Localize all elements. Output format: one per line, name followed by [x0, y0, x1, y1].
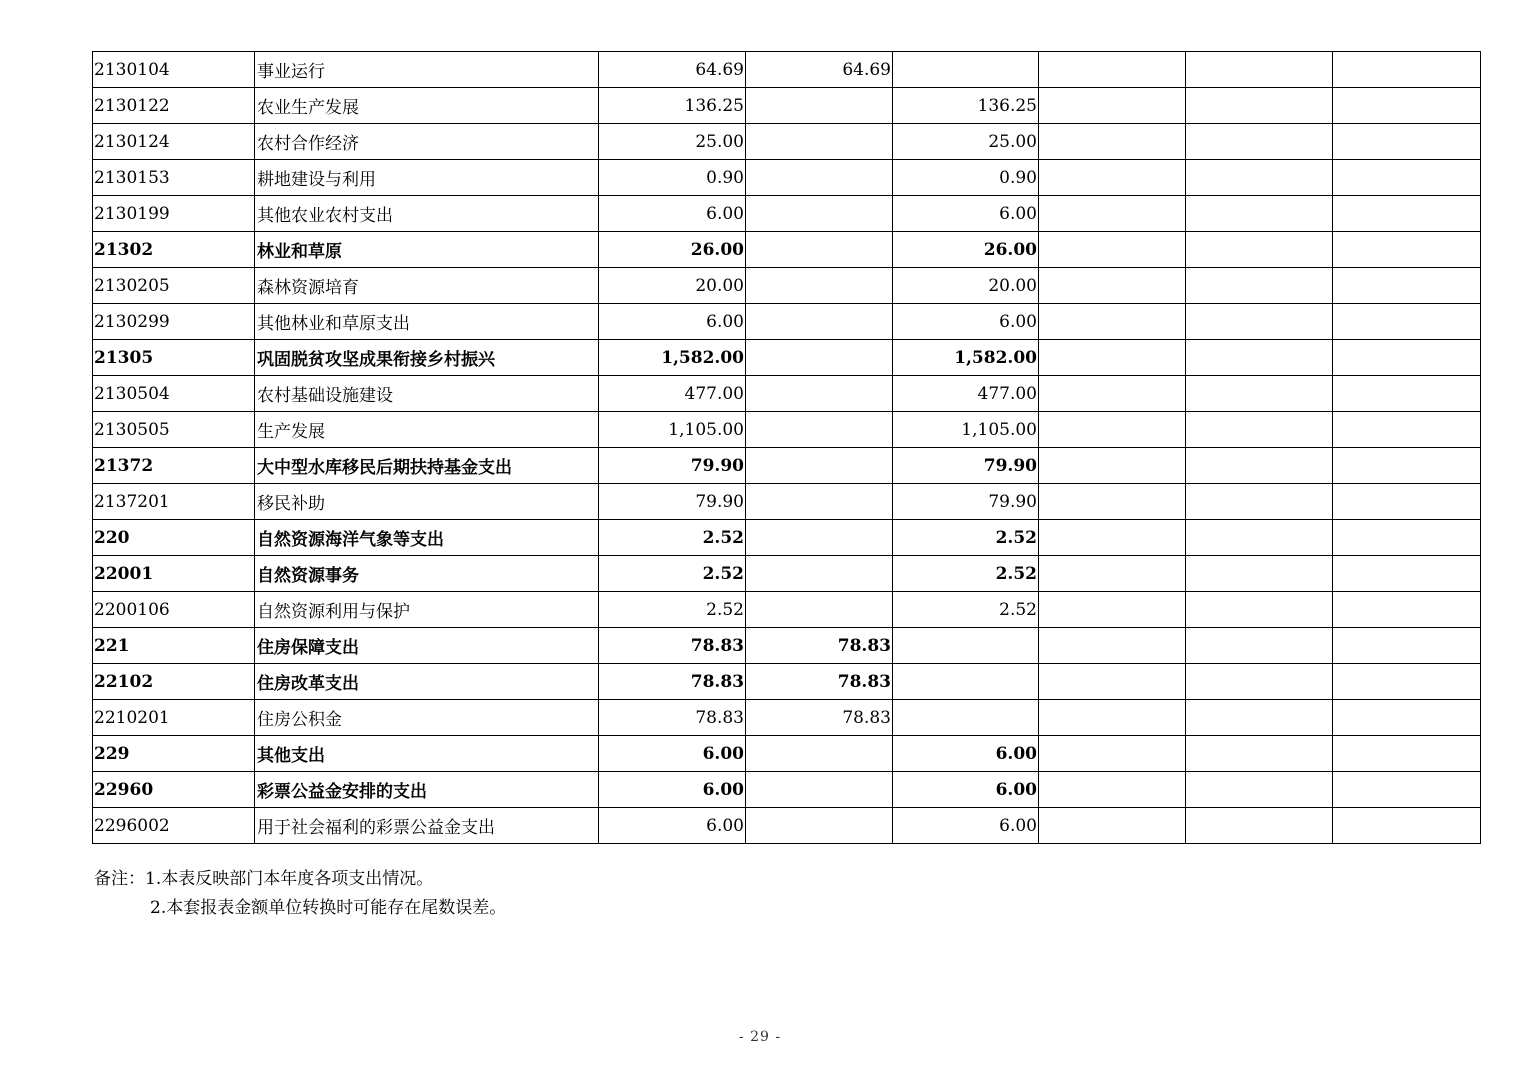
- empty-cell: [1039, 232, 1186, 268]
- total-amount-cell: 2.52: [599, 556, 746, 592]
- empty-cell: [1186, 88, 1333, 124]
- basic-expenditure-cell: [746, 520, 893, 556]
- table-body: [93, 52, 1481, 844]
- table-row: [93, 232, 1481, 268]
- total-amount-cell: 6.00: [599, 772, 746, 808]
- project-expenditure-cell: 79.90: [893, 448, 1039, 484]
- basic-expenditure-cell: [746, 268, 893, 304]
- subject-name-cell: 农村基础设施建设: [255, 376, 599, 412]
- empty-cell: [1186, 592, 1333, 628]
- empty-cell: [1186, 52, 1333, 88]
- subject-name-cell: 彩票公益金安排的支出: [255, 772, 599, 808]
- total-amount-cell: 6.00: [599, 808, 746, 844]
- empty-cell: [1333, 484, 1481, 520]
- basic-expenditure-cell: [746, 808, 893, 844]
- empty-cell: [1186, 700, 1333, 736]
- empty-cell: [1039, 412, 1186, 448]
- total-amount-cell: 64.69: [599, 52, 746, 88]
- table-row: [93, 808, 1481, 844]
- empty-cell: [1333, 772, 1481, 808]
- project-expenditure-cell: 477.00: [893, 376, 1039, 412]
- empty-cell: [1039, 772, 1186, 808]
- empty-cell: [1333, 196, 1481, 232]
- table-row: [93, 160, 1481, 196]
- empty-cell: [1333, 520, 1481, 556]
- empty-cell: [1186, 664, 1333, 700]
- empty-cell: [1333, 664, 1481, 700]
- subject-name-cell: 用于社会福利的彩票公益金支出: [255, 808, 599, 844]
- subject-name-cell: 大中型水库移民后期扶持基金支出: [255, 448, 599, 484]
- subject-name-cell: 其他林业和草原支出: [255, 304, 599, 340]
- footnote-2: 2.本套报表金额单位转换时可能存在尾数误差。: [150, 898, 507, 918]
- subject-name-cell: 森林资源培育: [255, 268, 599, 304]
- empty-cell: [1333, 700, 1481, 736]
- subject-name-cell: 巩固脱贫攻坚成果衔接乡村振兴: [255, 340, 599, 376]
- table-row: [93, 592, 1481, 628]
- empty-cell: [1333, 556, 1481, 592]
- project-expenditure-cell: 6.00: [893, 772, 1039, 808]
- empty-cell: [1186, 340, 1333, 376]
- subject-code-cell: 2130299: [93, 304, 255, 340]
- table-row: [93, 124, 1481, 160]
- project-expenditure-cell: 1,105.00: [893, 412, 1039, 448]
- empty-cell: [1186, 556, 1333, 592]
- empty-cell: [1333, 412, 1481, 448]
- project-expenditure-cell: 79.90: [893, 484, 1039, 520]
- table-row: [93, 628, 1481, 664]
- empty-cell: [1333, 124, 1481, 160]
- subject-name-cell: 农村合作经济: [255, 124, 599, 160]
- empty-cell: [1039, 304, 1186, 340]
- basic-expenditure-cell: [746, 304, 893, 340]
- table-row: [93, 196, 1481, 232]
- subject-code-cell: 220: [93, 520, 255, 556]
- subject-code-cell: 2130504: [93, 376, 255, 412]
- subject-code-cell: 2296002: [93, 808, 255, 844]
- basic-expenditure-cell: [746, 232, 893, 268]
- empty-cell: [1039, 160, 1186, 196]
- total-amount-cell: 78.83: [599, 628, 746, 664]
- subject-code-cell: 2137201: [93, 484, 255, 520]
- total-amount-cell: 6.00: [599, 736, 746, 772]
- project-expenditure-cell: [893, 52, 1039, 88]
- subject-name-cell: 住房保障支出: [255, 628, 599, 664]
- subject-name-cell: 林业和草原: [255, 232, 599, 268]
- empty-cell: [1039, 556, 1186, 592]
- empty-cell: [1333, 232, 1481, 268]
- total-amount-cell: 6.00: [599, 304, 746, 340]
- empty-cell: [1039, 664, 1186, 700]
- total-amount-cell: 0.90: [599, 160, 746, 196]
- basic-expenditure-cell: [746, 88, 893, 124]
- subject-code-cell: 2130205: [93, 268, 255, 304]
- basic-expenditure-cell: [746, 772, 893, 808]
- empty-cell: [1186, 736, 1333, 772]
- total-amount-cell: 25.00: [599, 124, 746, 160]
- empty-cell: [1039, 376, 1186, 412]
- total-amount-cell: 79.90: [599, 448, 746, 484]
- empty-cell: [1186, 124, 1333, 160]
- basic-expenditure-cell: [746, 196, 893, 232]
- subject-code-cell: 2130505: [93, 412, 255, 448]
- subject-name-cell: 耕地建设与利用: [255, 160, 599, 196]
- subject-name-cell: 农业生产发展: [255, 88, 599, 124]
- subject-name-cell: 自然资源事务: [255, 556, 599, 592]
- basic-expenditure-cell: [746, 124, 893, 160]
- table-row: [93, 448, 1481, 484]
- empty-cell: [1186, 520, 1333, 556]
- total-amount-cell: 6.00: [599, 196, 746, 232]
- basic-expenditure-cell: 78.83: [746, 628, 893, 664]
- table-row: [93, 484, 1481, 520]
- empty-cell: [1186, 448, 1333, 484]
- subject-code-cell: 2200106: [93, 592, 255, 628]
- subject-code-cell: 22102: [93, 664, 255, 700]
- basic-expenditure-cell: 78.83: [746, 700, 893, 736]
- table-row: [93, 412, 1481, 448]
- table-row: [93, 52, 1481, 88]
- table-row: [93, 736, 1481, 772]
- basic-expenditure-cell: 78.83: [746, 664, 893, 700]
- project-expenditure-cell: [893, 664, 1039, 700]
- basic-expenditure-cell: [746, 448, 893, 484]
- empty-cell: [1186, 376, 1333, 412]
- table-row: [93, 556, 1481, 592]
- empty-cell: [1186, 772, 1333, 808]
- project-expenditure-cell: 0.90: [893, 160, 1039, 196]
- subject-code-cell: 2130153: [93, 160, 255, 196]
- project-expenditure-cell: 2.52: [893, 520, 1039, 556]
- empty-cell: [1039, 592, 1186, 628]
- table-row: [93, 340, 1481, 376]
- table-row: [93, 700, 1481, 736]
- total-amount-cell: 1,582.00: [599, 340, 746, 376]
- empty-cell: [1333, 304, 1481, 340]
- basic-expenditure-cell: [746, 376, 893, 412]
- project-expenditure-cell: 6.00: [893, 808, 1039, 844]
- subject-code-cell: 2130122: [93, 88, 255, 124]
- project-expenditure-cell: 6.00: [893, 736, 1039, 772]
- empty-cell: [1039, 196, 1186, 232]
- empty-cell: [1333, 88, 1481, 124]
- table-row: [93, 268, 1481, 304]
- table-row: [93, 520, 1481, 556]
- empty-cell: [1333, 592, 1481, 628]
- empty-cell: [1333, 736, 1481, 772]
- project-expenditure-cell: 20.00: [893, 268, 1039, 304]
- empty-cell: [1333, 448, 1481, 484]
- empty-cell: [1186, 160, 1333, 196]
- empty-cell: [1039, 88, 1186, 124]
- empty-cell: [1333, 160, 1481, 196]
- total-amount-cell: 477.00: [599, 376, 746, 412]
- subject-code-cell: 21305: [93, 340, 255, 376]
- subject-code-cell: 22960: [93, 772, 255, 808]
- subject-code-cell: 22001: [93, 556, 255, 592]
- subject-name-cell: 住房公积金: [255, 700, 599, 736]
- project-expenditure-cell: 2.52: [893, 556, 1039, 592]
- subject-code-cell: 2130199: [93, 196, 255, 232]
- subject-code-cell: 229: [93, 736, 255, 772]
- empty-cell: [1333, 376, 1481, 412]
- empty-cell: [1186, 268, 1333, 304]
- subject-code-cell: 2130104: [93, 52, 255, 88]
- project-expenditure-cell: [893, 628, 1039, 664]
- subject-name-cell: 自然资源海洋气象等支出: [255, 520, 599, 556]
- empty-cell: [1039, 736, 1186, 772]
- empty-cell: [1039, 808, 1186, 844]
- empty-cell: [1186, 196, 1333, 232]
- total-amount-cell: 78.83: [599, 700, 746, 736]
- total-amount-cell: 136.25: [599, 88, 746, 124]
- total-amount-cell: 2.52: [599, 520, 746, 556]
- total-amount-cell: 2.52: [599, 592, 746, 628]
- table-row: [93, 664, 1481, 700]
- empty-cell: [1333, 268, 1481, 304]
- empty-cell: [1039, 52, 1186, 88]
- empty-cell: [1039, 340, 1186, 376]
- subject-name-cell: 其他农业农村支出: [255, 196, 599, 232]
- empty-cell: [1039, 124, 1186, 160]
- empty-cell: [1186, 304, 1333, 340]
- subject-name-cell: 自然资源利用与保护: [255, 592, 599, 628]
- project-expenditure-cell: [893, 700, 1039, 736]
- empty-cell: [1039, 628, 1186, 664]
- expenditure-table: [92, 51, 1481, 844]
- total-amount-cell: 78.83: [599, 664, 746, 700]
- basic-expenditure-cell: [746, 484, 893, 520]
- empty-cell: [1039, 520, 1186, 556]
- basic-expenditure-cell: 64.69: [746, 52, 893, 88]
- empty-cell: [1039, 700, 1186, 736]
- project-expenditure-cell: 6.00: [893, 196, 1039, 232]
- total-amount-cell: 26.00: [599, 232, 746, 268]
- project-expenditure-cell: 136.25: [893, 88, 1039, 124]
- empty-cell: [1186, 628, 1333, 664]
- basic-expenditure-cell: [746, 592, 893, 628]
- footnote-1: 备注：1.本表反映部门本年度各项支出情况。: [94, 869, 434, 889]
- subject-code-cell: 2210201: [93, 700, 255, 736]
- project-expenditure-cell: 1,582.00: [893, 340, 1039, 376]
- empty-cell: [1039, 268, 1186, 304]
- project-expenditure-cell: 26.00: [893, 232, 1039, 268]
- subject-name-cell: 其他支出: [255, 736, 599, 772]
- basic-expenditure-cell: [746, 556, 893, 592]
- empty-cell: [1039, 484, 1186, 520]
- table-row: [93, 376, 1481, 412]
- basic-expenditure-cell: [746, 736, 893, 772]
- subject-code-cell: 21302: [93, 232, 255, 268]
- subject-code-cell: 2130124: [93, 124, 255, 160]
- table-row: [93, 772, 1481, 808]
- subject-name-cell: 事业运行: [255, 52, 599, 88]
- total-amount-cell: 79.90: [599, 484, 746, 520]
- page-number: - 29 -: [738, 1029, 782, 1045]
- empty-cell: [1333, 340, 1481, 376]
- table-row: [93, 88, 1481, 124]
- total-amount-cell: 1,105.00: [599, 412, 746, 448]
- basic-expenditure-cell: [746, 340, 893, 376]
- empty-cell: [1333, 52, 1481, 88]
- empty-cell: [1186, 232, 1333, 268]
- subject-code-cell: 21372: [93, 448, 255, 484]
- empty-cell: [1186, 412, 1333, 448]
- empty-cell: [1186, 808, 1333, 844]
- project-expenditure-cell: 6.00: [893, 304, 1039, 340]
- total-amount-cell: 20.00: [599, 268, 746, 304]
- subject-name-cell: 生产发展: [255, 412, 599, 448]
- project-expenditure-cell: 2.52: [893, 592, 1039, 628]
- subject-name-cell: 住房改革支出: [255, 664, 599, 700]
- table-row: [93, 304, 1481, 340]
- subject-code-cell: 221: [93, 628, 255, 664]
- basic-expenditure-cell: [746, 160, 893, 196]
- project-expenditure-cell: 25.00: [893, 124, 1039, 160]
- basic-expenditure-cell: [746, 412, 893, 448]
- empty-cell: [1039, 448, 1186, 484]
- subject-name-cell: 移民补助: [255, 484, 599, 520]
- empty-cell: [1186, 484, 1333, 520]
- empty-cell: [1333, 628, 1481, 664]
- empty-cell: [1333, 808, 1481, 844]
